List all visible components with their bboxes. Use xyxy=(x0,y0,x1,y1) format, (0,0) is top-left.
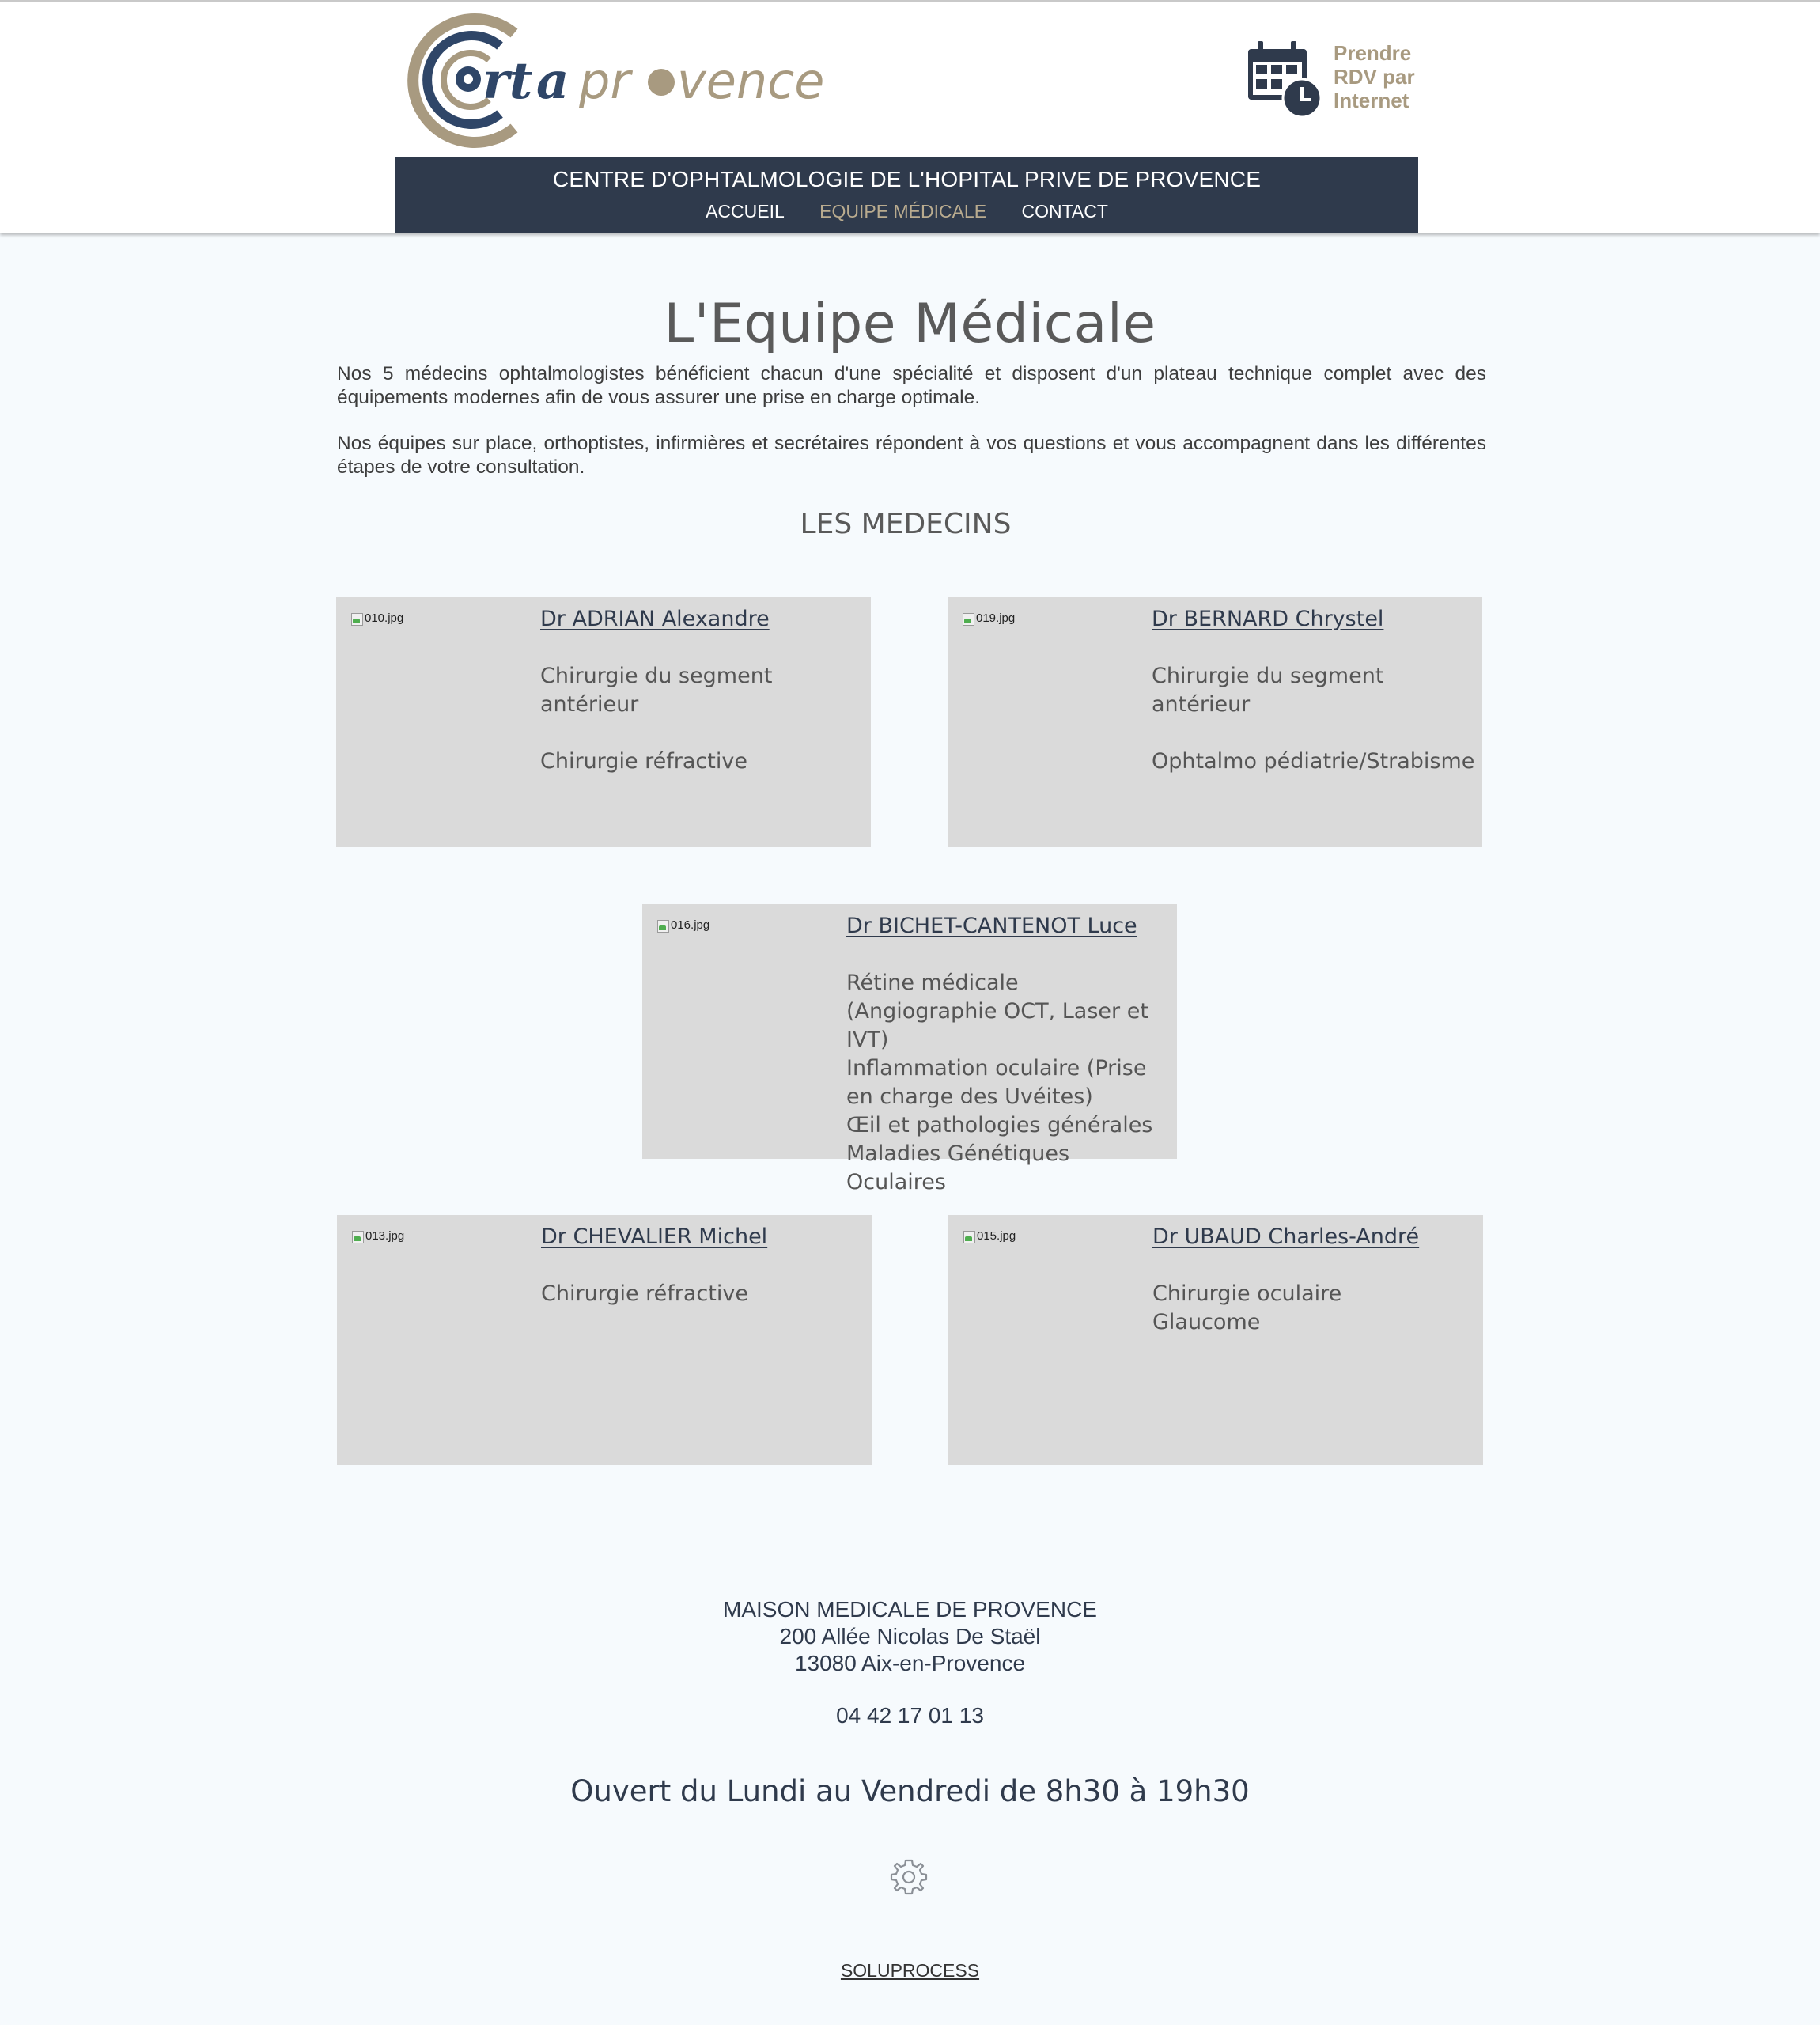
section-title: LES MEDECINS xyxy=(800,508,1012,540)
doctor-name-link[interactable]: Dr ADRIAN Alexandre xyxy=(540,607,770,631)
footer-phone[interactable]: 04 42 17 01 13 xyxy=(836,1703,984,1728)
svg-text:vence: vence xyxy=(677,52,825,110)
doctor-specialty: Inflammation oculaire (Prise en charge des Uvéites) xyxy=(846,1056,1147,1109)
doctor-specialty: Chirurgie du segment antérieur xyxy=(1152,664,1384,717)
doctor-specialty: Rétine médicale (Angiographie OCT, Laser et IVT) xyxy=(846,971,1148,1052)
doctor-photo: 015.jpg xyxy=(963,1229,1121,1261)
section-divider-right xyxy=(1028,524,1484,528)
top-border xyxy=(0,0,1820,2)
svg-text:rt: rt xyxy=(482,51,533,111)
doctor-card xyxy=(948,1215,1483,1465)
intro-paragraph-1: Nos 5 médecins ophtalmologistes bénéficient chacun d'une spécialité et disposent d'un plateau technique complet avec des équipements modernes afin de vous assurer une prise en charge optimale. xyxy=(337,363,1486,408)
menu-item-accueil[interactable]: ACCUEIL xyxy=(706,201,785,221)
doctor-photo: 013.jpg xyxy=(351,1229,509,1261)
doctor-photo: 016.jpg xyxy=(656,918,815,950)
doctor-card xyxy=(948,597,1482,847)
broken-image-icon xyxy=(350,611,363,626)
intro-paragraph-2: Nos équipes sur place, orthoptistes, infirmières et secrétaires répondent à vos questions et vous accompagnent dans les différentes étapes de votre consultation. xyxy=(337,433,1486,478)
broken-image-icon xyxy=(656,918,669,933)
main-menu xyxy=(395,199,1418,223)
broken-image-icon xyxy=(963,1229,975,1243)
doctor-specialty: Glaucome xyxy=(1152,1310,1261,1334)
doctor-card xyxy=(336,597,871,847)
doctor-specialty: Chirurgie du segment antérieur xyxy=(540,664,773,717)
menu-item-contact[interactable]: CONTACT xyxy=(1021,201,1108,221)
doctor-photo: 010.jpg xyxy=(350,611,509,643)
doctor-specialty: Ophtalmo pédiatrie/Strabisme xyxy=(1152,749,1475,774)
svg-text:pr: pr xyxy=(579,52,630,110)
broken-image-icon xyxy=(351,1229,364,1243)
doctor-specialty: Chirurgie oculaire xyxy=(1152,1281,1342,1306)
menu-item-equipe-medicale[interactable]: EQUIPE MÉDICALE xyxy=(819,201,987,221)
rdv-label: Prendre RDV par Internet xyxy=(1334,41,1415,112)
doctor-specialty: Chirurgie réfractive xyxy=(540,749,747,774)
doctor-card xyxy=(642,904,1177,1194)
doctor-name-link[interactable]: Dr UBAUD Charles-André xyxy=(1152,1224,1420,1249)
center-title: CENTRE D'OPHTALMOLOGIE DE L'HOPITAL PRIVE DE PROVENCE xyxy=(552,167,1262,191)
page-title: L'Equipe Médicale xyxy=(664,292,1156,355)
doctor-photo: 019.jpg xyxy=(962,611,1120,643)
footer-street: 200 Allée Nicolas De Staël xyxy=(779,1624,1041,1648)
doctor-name-link[interactable]: Dr BERNARD Chrystel xyxy=(1152,607,1384,631)
calendar-clock-icon xyxy=(1243,38,1324,119)
nav-band xyxy=(395,157,1418,233)
broken-image-icon xyxy=(962,611,974,626)
doctor-specialty: Œil et pathologies générales xyxy=(846,1113,1153,1137)
doctor-specialty: Chirurgie réfractive xyxy=(541,1281,748,1306)
opening-hours: Ouvert du Lundi au Vendredi de 8h30 à 19h30 xyxy=(570,1774,1250,1808)
footer-org-name: MAISON MEDICALE DE PROVENCE xyxy=(723,1597,1097,1622)
site-header xyxy=(0,0,1820,233)
svg-text:a: a xyxy=(536,51,569,111)
credit-footer xyxy=(0,1959,1820,1982)
section-heading-medecins xyxy=(335,498,1484,552)
soluprocess-link[interactable]: SOLUPROCESS xyxy=(840,1960,980,1981)
doctor-name-link[interactable]: Dr BICHET-CANTENOT Luce xyxy=(846,914,1137,938)
site-logo[interactable] xyxy=(395,9,831,149)
section-divider-left xyxy=(335,524,783,528)
doctor-specialty: Maladies Génétiques Oculaires xyxy=(846,1141,1070,1194)
footer-city: 13080 Aix-en-Provence xyxy=(794,1651,1026,1675)
doctor-card xyxy=(337,1215,872,1465)
doctor-name-link[interactable]: Dr CHEVALIER Michel xyxy=(541,1224,768,1249)
gear-icon[interactable] xyxy=(889,1857,929,1897)
rdv-online-button[interactable] xyxy=(1243,36,1433,123)
